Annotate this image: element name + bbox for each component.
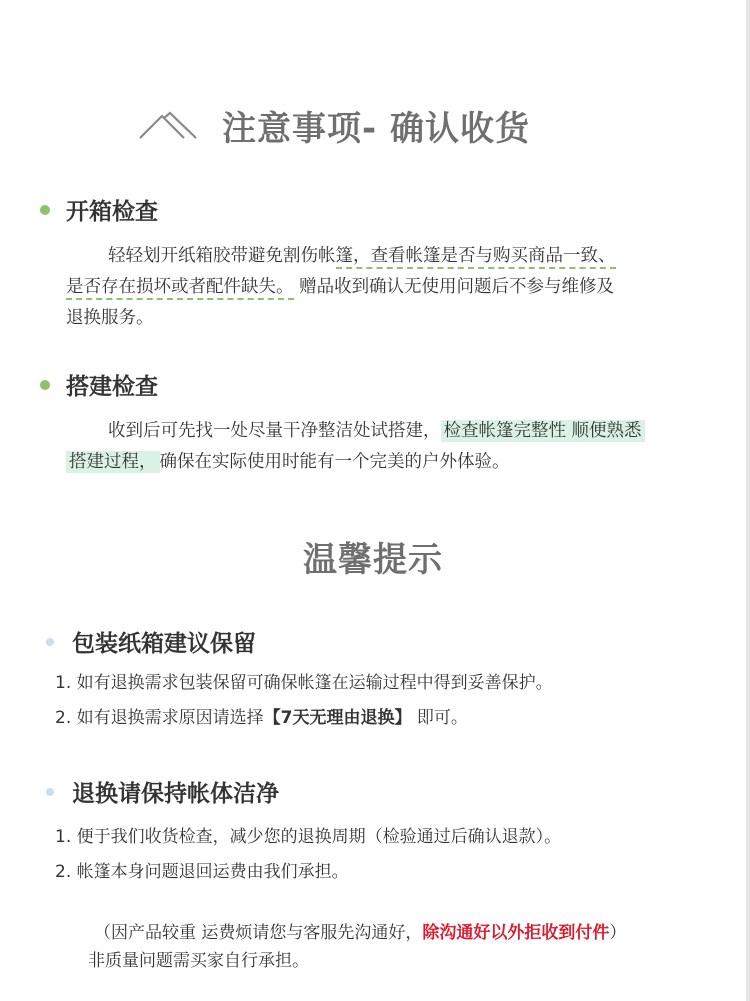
section-heading-text: 开箱检查 [66, 199, 158, 225]
section-heading-packaging [40, 625, 256, 658]
list-item: 1. 便于我们收货检查，减少您的退换周期（检验通过后确认退款）。 [55, 827, 562, 847]
list-item: 1. 如有退换需求包装保留可确保帐篷在运输过程中得到妥善保护。 [55, 673, 553, 693]
paragraph-text: 收到后可先找一处尽量干净整洁处试搭建， [108, 421, 441, 441]
highlighted-text: 搭建过程， [66, 451, 160, 473]
paragraph-text: 轻轻划开纸箱胶带避免割伤帐 [108, 246, 336, 266]
section-heading-cleanliness [40, 775, 279, 808]
underlined-text: 是否存在损坏或者配件缺失。 [66, 277, 294, 300]
section-heading-text: 退换请保持帐体洁净 [72, 781, 279, 807]
warning-text: 除沟通好以外拒收到付件 [422, 923, 610, 943]
section-heading-setup [40, 368, 158, 401]
paragraph-text: 退换服务。 [66, 308, 154, 328]
highlighted-text: 检查帐篷完整性 顺便熟悉 [441, 420, 645, 442]
mountain-outline-icon [138, 110, 200, 140]
packaging-list [55, 666, 553, 736]
list-item [55, 701, 553, 736]
note-text: 非质量问题需买家自行承担。 [88, 951, 309, 971]
page-title: 注意事项- 确认收货 [222, 108, 530, 149]
section-heading-text: 搭建检查 [66, 374, 158, 400]
paragraph-text: 赠品收到确认无使用问题后不参与维修及 [293, 277, 615, 297]
note-text: （因产品较重 运费烦请您与客服先沟通好， [94, 923, 423, 943]
paragraph-text: 确保在实际使用时能有一个完美的户外体验。 [159, 452, 510, 472]
return-option-label: 【7天无理由退换】 [263, 708, 412, 728]
list-item-text: 即可。 [411, 708, 468, 728]
section-heading-text: 包装纸箱建议保留 [72, 631, 256, 657]
setup-paragraph [66, 416, 718, 478]
unboxing-paragraph [66, 241, 718, 334]
bullet-dot-icon [40, 380, 50, 390]
tips-title: 温馨提示 [303, 540, 443, 580]
underlined-text: 篷，查看帐篷是否与购买商品一致、 [336, 246, 616, 269]
cleanliness-list [55, 820, 561, 890]
list-item: 2. 帐篷本身问题退回运费由我们承担。 [55, 862, 349, 882]
list-item-text: 2. 如有退换需求原因请选择 [55, 708, 264, 728]
note-text: ） [609, 923, 627, 943]
bullet-dot-icon [40, 205, 50, 215]
bullet-dot-icon [46, 638, 54, 646]
bullet-dot-icon [46, 788, 54, 796]
main-title [138, 100, 530, 150]
section-heading-unboxing [40, 193, 158, 226]
shipping-note [88, 919, 626, 975]
